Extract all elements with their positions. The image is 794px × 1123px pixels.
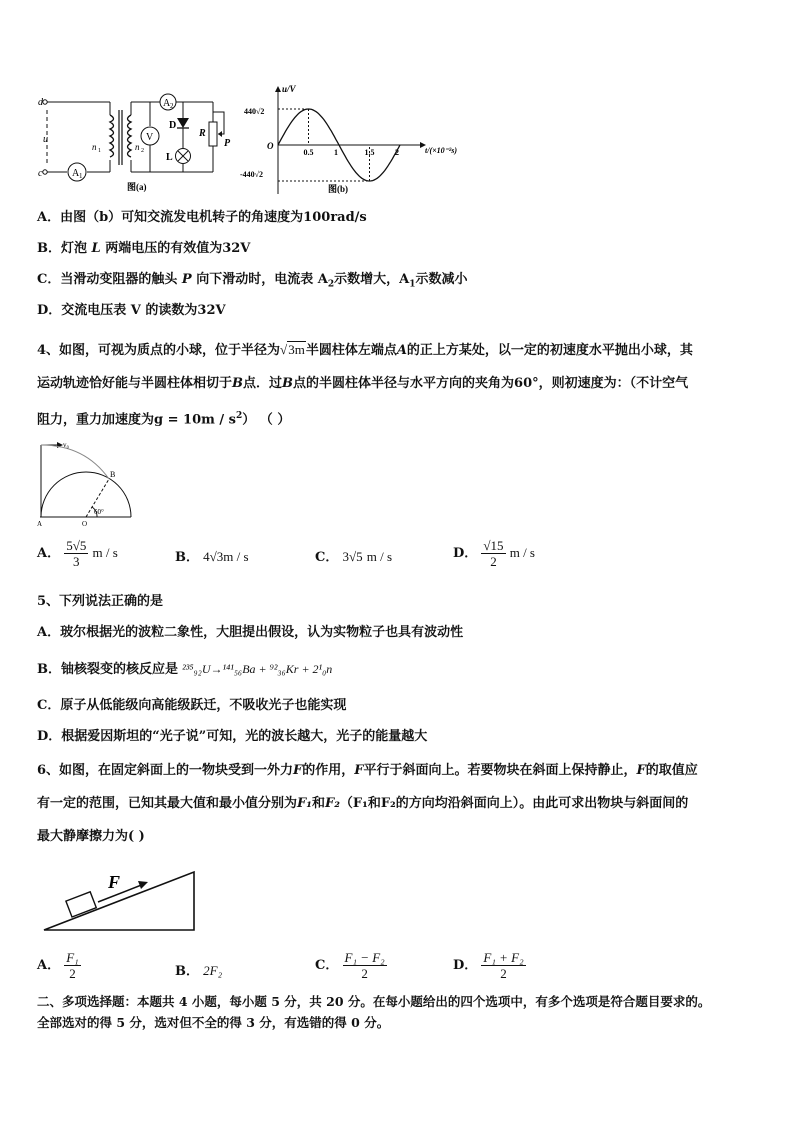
primary-coil bbox=[110, 115, 114, 157]
section2-rules: 全部选对的得 5 分，选对但不全的得 3 分，有选错的得 0 分。 bbox=[37, 1015, 390, 1030]
x-tick-label: 0.5 bbox=[303, 148, 314, 157]
q5-option-d: D．根据爱因斯坦的“光子说”可知，光的波长越大，光子的能量越大 bbox=[37, 729, 428, 744]
svg-text:n: n bbox=[135, 142, 140, 152]
q5-option-b: B．铀核裂变的核反应是 ²³⁵₉₂U→¹⁴¹₅₆Ba + ⁹²₃₆Kr + 2¹₀n bbox=[37, 662, 333, 677]
origin-label: O bbox=[267, 141, 274, 151]
svg-text:L: L bbox=[166, 152, 173, 163]
svg-text:u: u bbox=[43, 134, 48, 145]
q4-option-c: C． 3√5 m / s bbox=[315, 549, 393, 565]
y-tick-positive: 440√2 bbox=[244, 107, 265, 116]
terminal-c bbox=[43, 170, 47, 174]
svg-text:A: A bbox=[37, 520, 43, 527]
svg-text:B: B bbox=[110, 470, 116, 479]
q5-option-c: C．原子从低能级向高能级跃迁，不吸收光子也能实现 bbox=[37, 698, 347, 713]
diode-d bbox=[177, 118, 189, 128]
x-tick-label: 2 bbox=[395, 148, 399, 157]
svg-text:2: 2 bbox=[141, 148, 144, 154]
svg-text:d: d bbox=[38, 97, 43, 108]
svg-text:1: 1 bbox=[79, 172, 83, 180]
svg-text:2: 2 bbox=[170, 102, 174, 110]
svg-text:P: P bbox=[224, 138, 231, 149]
q5-stem: 5、下列说法正确的是 bbox=[37, 594, 164, 609]
q3-option-d: D．交流电压表 V 的读数为32V bbox=[37, 303, 226, 318]
q3-option-a: A．由图（b）可知交流发电机转子的角速度为100rad/s bbox=[37, 210, 367, 225]
q6-option-c: C． $\frac{\text{F₁ − F₂}}{2}$ bbox=[315, 950, 385, 981]
x-tick-label: 1 bbox=[334, 148, 338, 157]
rheostat-r bbox=[209, 122, 217, 146]
q4-option-b: B． 4√3m / s bbox=[175, 549, 249, 565]
y-axis-label: u/V bbox=[282, 84, 296, 94]
q4-option-d: D． $\frac{√15}{2}$ m / s bbox=[453, 538, 535, 569]
force-arrow bbox=[98, 884, 144, 902]
q3-option-b: B．灯泡 L 两端电压的有效值为32V bbox=[37, 241, 251, 256]
svg-text:A: A bbox=[72, 168, 80, 179]
svg-text:v₀: v₀ bbox=[63, 441, 69, 449]
x-tick-label: 1.5 bbox=[364, 148, 375, 157]
y-tick-negative: -440√2 bbox=[240, 170, 264, 179]
terminal-d bbox=[43, 100, 47, 104]
incline-figure bbox=[40, 862, 200, 934]
svg-text:D: D bbox=[169, 120, 177, 131]
svg-text:V: V bbox=[146, 132, 154, 143]
svg-text:O: O bbox=[82, 520, 88, 527]
block bbox=[66, 892, 96, 917]
q6-option-d: D． $\frac{\text{F₁ + F₂}}{2}$ bbox=[453, 950, 524, 981]
q6-option-a: A． $\frac{\text{F₁}}{2}$ bbox=[37, 950, 79, 981]
secondary-coil bbox=[128, 115, 132, 157]
q5-option-a: A．玻尔根据光的波粒二象性，大胆提出假设，认为实物粒子也具有波动性 bbox=[37, 625, 464, 640]
svg-text:R: R bbox=[199, 128, 206, 139]
section2-heading: 二、多项选择题：本题共 4 小题，每小题 5 分，共 20 分。在每小题给出的四个选项中，有多个选项是符合题目要求的。 bbox=[37, 994, 711, 1009]
semicylinder-figure bbox=[35, 437, 135, 527]
voltage-chart bbox=[240, 82, 470, 197]
q6-stem: 6、如图，在固定斜面上的一物块受到一外力F的作用，F平行于斜面向上。若要物块在斜面上保持静止，F的取值应 有一定的范围，已知其最大值和最小值分别为F₁和F₂（F₁和F₂的方向均沿斜面向上）。由此可求出物块与斜面间的 最大静摩擦力为( ) bbox=[37, 763, 698, 844]
q6-option-b: B． 2F₂ bbox=[175, 963, 223, 979]
svg-text:n: n bbox=[92, 142, 97, 152]
fig-b-caption: 图(b) bbox=[328, 184, 348, 194]
svg-text:1: 1 bbox=[98, 148, 101, 154]
svg-text:c: c bbox=[38, 168, 43, 179]
svg-text:60°: 60° bbox=[94, 508, 104, 516]
semicircle bbox=[41, 472, 131, 517]
x-axis-label: t/(×10⁻²s) bbox=[425, 146, 458, 155]
q3-option-c: C．当滑动变阻器的触头 P 向下滑动时，电流表 $A_2$示数增大，$A_1$示数减小 bbox=[37, 272, 468, 290]
q4-stem: 4、如图，可视为质点的小球，位于半径为√3m半圆柱体左端点A的正上方某处，以一定的初速度水平抛出小球，其 运动轨迹恰好能与半圆柱体相切于B点．过B点的半圆柱体半径与水平方向的夹角为60°，则初速度为：（不计空气 阻力，重力加速度为$g = 10m / s^2$） （ ） bbox=[37, 342, 693, 428]
svg-text:A: A bbox=[163, 98, 171, 109]
svg-text:F: F bbox=[108, 872, 121, 892]
q4-option-a: A． $\frac{5√5}{3}$ m / s bbox=[37, 538, 118, 569]
fig-a-caption: 图(a) bbox=[127, 182, 147, 192]
circuit-diagram bbox=[35, 90, 235, 195]
